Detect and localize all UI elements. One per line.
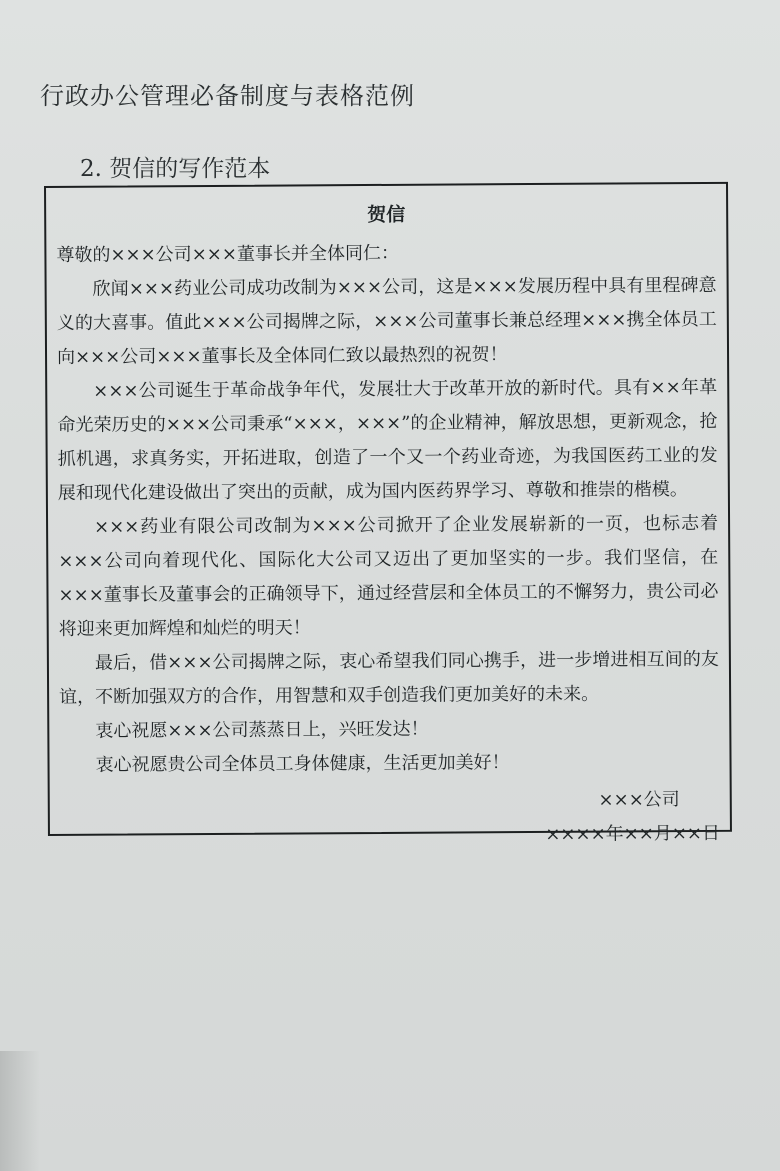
letter-paragraph-1: 欣闻×××药业公司成功改制为×××公司，这是×××发展历程中具有里程碑意义的大喜事。值此×××公司揭牌之际，×××公司董事长兼总经理×××携全体员工向×××公司×××董事长及全体同仁致以最热烈的祝贺！: [56, 274, 717, 368]
letter-paragraph-3: ×××药业有限公司改制为×××公司掀开了企业发展崭新的一页，也标志着×××公司向着现代化、国际化大公司又迈出了更加坚实的一步。我们坚信，在×××董事长及董事会的正确领导下，通过经营层和全体员工的不懈努力，贵公司必将迎来更加辉煌和灿烂的明天！: [58, 512, 719, 640]
letter-paragraph-4: 最后，借×××公司揭牌之际，衷心希望我们同心携手，进一步增进相互间的友谊，不断加强双方的合作，用智慧和双手创造我们更加美好的未来。: [59, 648, 719, 708]
letter-paragraph-2: ×××公司诞生于革命战争年代，发展壮大于改革开放的新时代。具有××年革命光荣历史的×××公司秉承“×××，×××”的企业精神，解放思想，更新观念，抢抓机遇，求真务实，开拓进取，创造了一个又一个药业奇迹，为我国医药工业的发展和现代化建设做出了突出的贡献，成为国内医药界学习、尊敬和推崇的楷模。: [57, 376, 718, 504]
letter-signature-date: ××××年××月××日: [545, 822, 721, 845]
letter-signature-company: ×××公司: [598, 789, 680, 811]
running-header-title: 行政办公管理必备制度与表格范例: [40, 82, 415, 110]
letter-salutation: 尊敬的×××公司×××董事长并全体同仁：: [56, 242, 399, 266]
letter-wish-1: 衷心祝愿×××公司蒸蒸日上，兴旺发达！: [95, 718, 429, 742]
letter-wish-2: 衷心祝愿贵公司全体员工身体健康，生活更加美好！: [95, 752, 510, 776]
letter-title: 贺信: [367, 203, 406, 227]
letter-frame: [44, 182, 732, 845]
section-heading: 2. 贺信的写作范本: [80, 156, 271, 182]
page-edge-shadow: [0, 1051, 40, 1171]
